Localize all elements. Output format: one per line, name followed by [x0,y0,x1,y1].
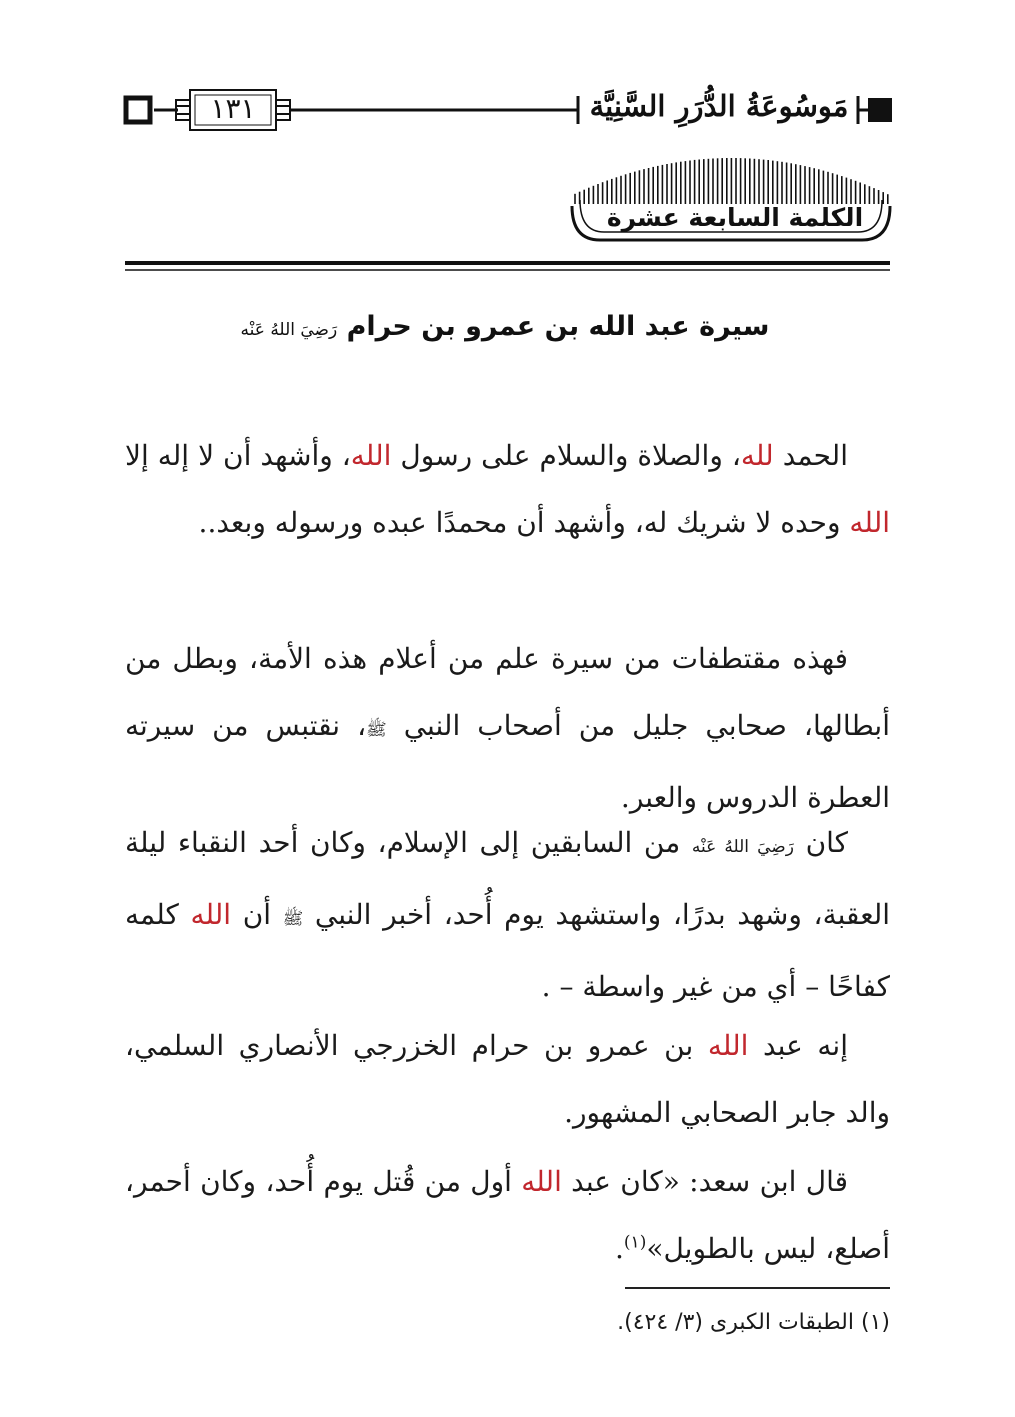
paragraph-opening [125,422,890,556]
text-run: بن عمرو بن حرام الخزرجي الأنصاري السلمي، والد جابر الصحابي المشهور. [125,1029,890,1129]
divine-name: الله [707,1029,749,1062]
text-run: قال ابن سعد: «كان عبد [561,1165,849,1198]
divine-name: الله [849,506,890,539]
right-knot-ornament [276,100,290,120]
divine-name: الله [190,898,232,931]
text-run: ، نقتبس من سيرته العطرة الدروس والعبر. [125,709,890,814]
honorific-mark: ﷺ [366,720,387,740]
text-run: أول من قُتل يوم أُحد، وكان أحمر، أصلع، ليس بالطويل» [125,1165,890,1265]
footnote: (١) الطبقات الكبرى (٣/ ٤٢٤). [617,1310,890,1335]
article-title-text: سيرة عبد الله بن عمرو بن حرام [346,311,770,342]
text-run: وحده لا شريك له، وأشهد أن محمدًا عبده ورسوله وبعد.. [198,506,850,539]
left-knot-ornament [176,100,190,120]
page-header [0,0,1015,290]
header-ornament [0,0,1015,290]
chapter-label: الكلمة السابعة عشرة [606,203,864,232]
paragraph-lineage [125,1012,890,1146]
text-run: كلمه كفاحًا – أي من غير واسطة – . [125,898,890,1003]
honorific-mark: ﷺ [282,909,304,929]
text-run: . [615,1232,624,1265]
text-run: من السابقين إلى الإسلام، وكان أحد النقباء ليلة العقبة، وشهد بدرًا، واستشهد يوم أُحد، أخبر النبي [125,826,891,931]
article-title [120,302,890,352]
honorific-mark: رَضِيَ اللهُ عَنْه [691,837,794,857]
honorific-mark: رَضِيَ اللهُ عَنْه [240,320,338,340]
series-title: مَوسُوعَةُ الدُّرَرِ السَّنِيَّة [589,89,849,123]
text-run: فهذه مقتطفات من سيرة علم من أعلام هذه الأمة، وبطل من أبطالها، صحابي جليل من أصحاب النبي [125,642,890,742]
footnote-separator [625,1287,890,1289]
text-run: إنه عبد [748,1029,848,1062]
divine-name: الله [521,1165,562,1198]
paragraph-introduction [125,625,890,831]
left-square-marker [126,98,150,122]
footnote-reference[interactable]: (١) [623,1232,647,1253]
paragraph-biography [125,809,890,1020]
text-run: كان [793,826,849,859]
text-run: ، وأشهد أن لا إله إلا [125,439,351,472]
text-run: أن [231,898,283,931]
divine-name: لله [740,439,774,472]
divine-name: الله [350,439,392,472]
right-square-marker [868,98,892,122]
text-run: الحمد [773,439,848,472]
page-number: ١٣١ [210,92,256,125]
paragraph-quote [125,1148,890,1282]
text-run: ، والصلاة والسلام على رسول [391,439,741,472]
